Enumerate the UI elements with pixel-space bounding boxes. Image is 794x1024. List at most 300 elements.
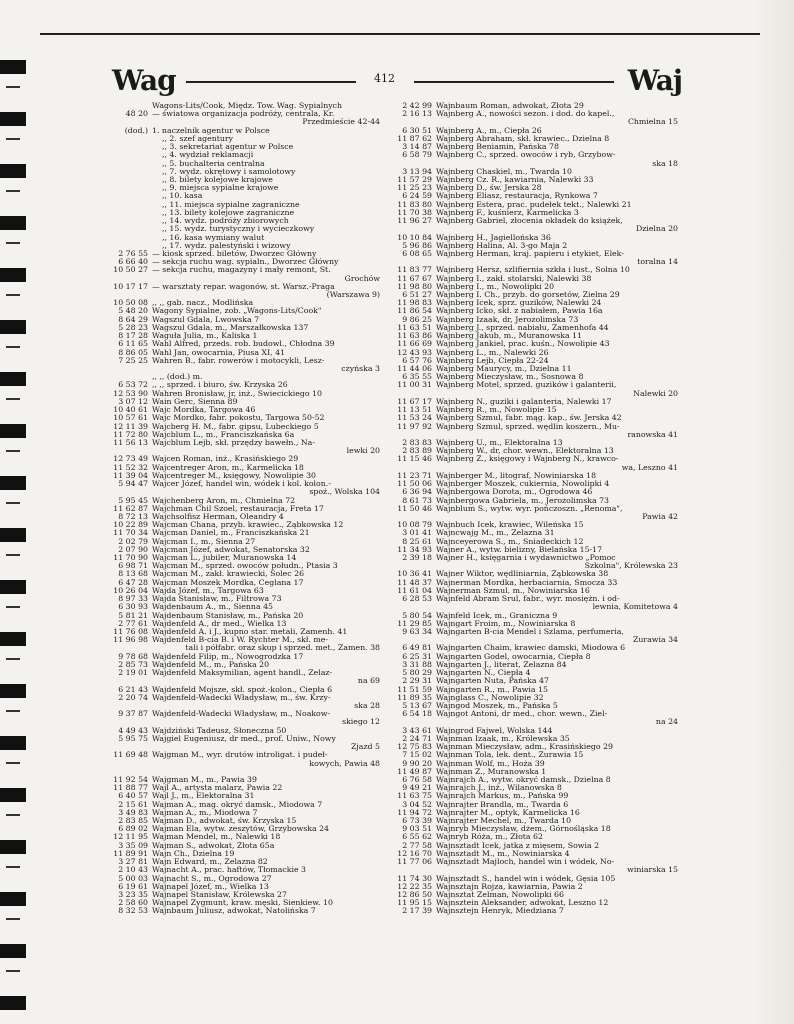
directory-entry: [104, 266, 380, 274]
phone-number: 11 70 90: [113, 554, 148, 563]
directory-entry: [104, 636, 380, 644]
phone-number: 12 86 50: [397, 891, 432, 899]
entry-text: Wajnerman Mordka, herbaciarnia, Smocza 33: [436, 578, 618, 587]
directory-entry: [388, 694, 678, 702]
directory-entry: [388, 381, 678, 389]
phone-number: 10 57 61: [113, 414, 148, 423]
directory-entry: [388, 603, 678, 611]
entry-text: Nalewki 20: [633, 389, 678, 398]
phone-number: 3 43 61: [402, 726, 432, 735]
directory-entry: [388, 102, 678, 110]
directory-entry: [388, 636, 678, 644]
directory-entry: [104, 447, 380, 455]
entry-text: ,, 7. wydz. okrętowy i samolotowy: [162, 167, 296, 176]
entry-text: Wajcentreger M., księgowy, Nowolipie 30: [152, 471, 316, 480]
phone-number: 10 36 41: [397, 570, 432, 579]
directory-entry: [388, 702, 678, 710]
entry-text: tali i półfabr. oraz skup i sprzed. met., Zamen. 38: [185, 644, 380, 653]
entry-text: Wajnsztadt M., m., Nowiniarska 4: [436, 849, 570, 858]
directory-entry: [104, 242, 380, 250]
entry-text: Wajdenbaum Stanisław, m., Pańska 20: [152, 611, 304, 620]
entry-text: Wajnberg Abraham, skł. krawiec., Dzielna 8: [436, 134, 610, 143]
directory-entry: [388, 184, 678, 192]
entry-text: Wagons-Lits/Cook, Międz. Tow. Wag. Sypialnych: [152, 102, 343, 110]
directory-entry: [388, 283, 678, 291]
phone-number: 12 11 39: [113, 422, 148, 431]
phone-number: 9 86 25: [402, 315, 432, 324]
entry-text: Wajnberg Lejb, Ciepła 22-24: [436, 356, 549, 365]
entry-text: Żurawia 34: [632, 636, 678, 645]
header-rule-left: [186, 81, 356, 83]
phone-number: 6 55 62: [402, 833, 432, 842]
entry-text: Wajnberg A., nowości sezon. i dod. do kapel.,: [436, 110, 615, 119]
directory-entry: [388, 899, 678, 907]
phone-number: 11 48 37: [397, 578, 432, 587]
directory-entry: [104, 381, 380, 389]
directory-entry: [104, 390, 380, 398]
entry-text: czyńska 3: [341, 365, 380, 373]
directory-entry: [104, 644, 380, 652]
entry-text: Wajda Stanisław, m., Filtrowa 73: [152, 595, 282, 604]
binding-mark: [0, 684, 26, 698]
phone-number: 6 57 76: [402, 356, 432, 365]
entry-text: Wahren B., fabr. rowerów i motocykli, Lesz-: [152, 356, 325, 365]
directory-entry: [104, 192, 380, 200]
directory-entry: [388, 349, 678, 357]
entry-text: Wajl A., artysta malarz, Pawia 22: [152, 784, 283, 793]
directory-entry: [104, 784, 380, 792]
directory-entry: [104, 332, 380, 340]
entry-text: Waguła Julia, m., Kaliska 1: [152, 332, 258, 341]
binding-edge: [0, 40, 30, 1024]
phone-number: 8 72 13: [118, 512, 148, 521]
entry-text: Wajnberger Moszek, cukiernia, Nowolipki 4: [436, 480, 610, 489]
entry-text: Wajcblum Lejb, skł. przędzy bawełn., Na-: [152, 438, 315, 447]
directory-entry: [104, 710, 380, 718]
phone-number: 11 66 69: [397, 340, 432, 349]
directory-entry: [104, 538, 380, 546]
phone-number: 8 86 05: [118, 348, 148, 357]
phone-number: 10 17 17: [113, 282, 148, 291]
entry-text: Wajnberg Cz. R., kawiarnia, Nalewki 33: [436, 175, 594, 184]
entry-text: Wajnberg Herman, kraj. papieru i etykiet, Elek-: [436, 249, 624, 258]
phone-number: 11 72 80: [113, 430, 148, 439]
binding-mark: [6, 814, 20, 816]
directory-entry: [388, 316, 678, 324]
phone-number: 3 13 94: [402, 167, 432, 176]
directory-entry: [388, 513, 678, 521]
directory-entry: [104, 628, 380, 636]
entry-text: Dzielna 20: [635, 225, 678, 234]
entry-text: Wajnberg H., Jagiellońska 36: [436, 233, 551, 242]
right-column: [388, 102, 678, 916]
entry-text: Wajnberger M., litograf, Nowiniarska 18: [436, 471, 597, 480]
phone-number: 2 29 31: [402, 677, 432, 686]
binding-mark: [0, 112, 26, 126]
phone-number: 3 27 81: [118, 858, 148, 867]
directory-entry: [104, 751, 380, 759]
directory-entry: [104, 612, 380, 620]
phone-number: 3 14 87: [402, 143, 432, 152]
directory-entry: [104, 151, 380, 159]
phone-number: 6 51 27: [402, 291, 432, 300]
directory-entry: [388, 850, 678, 858]
phone-number: 11 39 04: [113, 471, 148, 480]
entry-text: Wajnbuch Icek, krawiec, Wileńska 15: [436, 521, 584, 530]
entry-text: Wajgman M., wyr. drutów introligat. i pudeł-: [152, 751, 328, 760]
directory-entry: [104, 513, 380, 521]
directory-entry: [104, 110, 380, 118]
entry-text: ,, ,, (dod.) m.: [152, 373, 203, 382]
entry-text: Wajl J., m., Elektoralna 31: [152, 792, 255, 801]
phone-number: 3 49 83: [118, 808, 148, 817]
phone-number: 11 88 77: [113, 784, 148, 793]
entry-text: Wajnapel Zygmunt, kraw. męski, Sienkiew. 10: [152, 899, 333, 908]
directory-entry: [104, 234, 380, 242]
phone-number: 11 50 46: [397, 504, 432, 513]
directory-entry: [104, 201, 380, 209]
phone-number: 11 51 59: [397, 685, 432, 694]
binding-mark: [0, 372, 26, 386]
entry-text: Wajnfeld Abram Srul, fabr., wyr. mosiężn. i od-: [436, 595, 620, 604]
entry-text: Wajnberg Jakub, m., Muranowska 11: [436, 332, 583, 341]
phone-number: 8 13 68: [118, 570, 148, 579]
phone-number: 11 70 38: [397, 208, 432, 217]
directory-entry: [388, 669, 678, 677]
phone-number: 8 25 61: [402, 537, 432, 546]
phone-number: 12 16 70: [397, 849, 432, 858]
entry-text: Wajc Mordka, Targowa 46: [152, 406, 256, 415]
phone-number: 11 29 85: [397, 619, 432, 628]
entry-text: Wahl Jan, owocarnia, Piusa XI, 41: [152, 348, 286, 357]
entry-text: — sekcja ruchu wag. sypialn., Dworzec Główny: [152, 258, 339, 267]
entry-text: Wajnberg Estera, prac. pudełek tekt., Nalewki 21: [436, 200, 632, 209]
phone-number: 2 58 60: [118, 899, 148, 908]
entry-text: Wahl Alfred, przeds. rob. budowl., Chłodna 39: [152, 340, 335, 349]
entry-text: Wajnbergowa Dorota, m., Ogrodowa 46: [436, 488, 593, 497]
header-rule-right: [414, 81, 614, 83]
binding-mark: [0, 164, 26, 178]
directory-entry: [388, 579, 678, 587]
entry-text: Wajngarten Nuta, Pańska 47: [436, 677, 549, 686]
directory-entry: [104, 275, 380, 283]
entry-text: Wajnberg A., m., Ciepła 26: [436, 126, 542, 135]
entry-text: Wajcberg H. M., fabr. gipsu, Lubeckiego 5: [152, 422, 319, 431]
directory-entry: [104, 102, 380, 110]
entry-text: Wajnberg I., m., Nowolipki 20: [436, 282, 555, 291]
directory-entry: [104, 718, 380, 726]
phone-number: 11 57 29: [397, 175, 432, 184]
directory-entry: [388, 677, 678, 685]
phone-number: 11 67 67: [397, 274, 432, 283]
phone-number: 6 73 39: [402, 817, 432, 826]
entry-text: Wajnberg W., dr, chor. wewn., Elektoralna 13: [436, 447, 614, 456]
directory-entry: [104, 373, 380, 381]
directory-entry: [104, 307, 380, 315]
entry-text: Wajnberg Icek, sprz. guzików, Nalewki 24: [436, 299, 602, 308]
entry-text: ranowska 41: [627, 430, 678, 439]
directory-entry: [104, 595, 380, 603]
directory-entry: [388, 118, 678, 126]
directory-entry: [104, 768, 380, 776]
directory-entry: [104, 455, 380, 463]
entry-text: Wajnsztadt Icek, jatka z mięsem, Sowia 2: [436, 841, 600, 850]
phone-number: 9 49 21: [402, 784, 432, 793]
binding-mark: [0, 528, 26, 542]
phone-number: 8 32 53: [118, 907, 148, 916]
directory-entry: [388, 546, 678, 554]
directory-entry: [104, 702, 380, 710]
phone-number: 6 24 59: [402, 192, 432, 201]
entry-text: Wajnberg Motel, sprzed. guzików i galanterii,: [436, 381, 617, 390]
entry-text: Wajchenberg Aron, m., Chmielna 72: [152, 496, 296, 505]
directory-entry: [388, 809, 678, 817]
entry-text: ,, 17. wydz. palestyński i wizowy: [162, 241, 291, 250]
directory-entry: [388, 718, 678, 726]
entry-text: Wajnberg U., m., Elektoralna 13: [436, 438, 563, 447]
phone-number: 2 42 99: [402, 102, 432, 110]
directory-entry: [104, 431, 380, 439]
directory-entry: [388, 875, 678, 883]
binding-mark: [6, 190, 20, 192]
directory-entry: [388, 653, 678, 661]
entry-text: Wajcman Chana, przyb. krawiec., Ząbkowska 12: [152, 521, 344, 530]
directory-entry: [104, 727, 380, 735]
directory-entry: [388, 439, 678, 447]
binding-mark: [6, 138, 20, 140]
directory-entry: [388, 644, 678, 652]
entry-text: Wajcman Moszek Mordka, Ceglana 17: [152, 578, 304, 587]
entry-text: Wajnapel Józef, m., Wielka 13: [152, 882, 269, 891]
entry-text: na 69: [357, 677, 380, 686]
directory-entry: [388, 324, 678, 332]
page-edge: [754, 0, 794, 1024]
phone-number: 2 39 18: [402, 554, 432, 563]
phone-number: 2 15 61: [118, 800, 148, 809]
directory-entry: [104, 283, 380, 291]
directory-entry: [388, 538, 678, 546]
phone-number: 12 73 49: [113, 455, 148, 464]
entry-text: ,, ,, sprzed. i biuro, św. Krzyska 26: [152, 381, 288, 390]
entry-text: Wajnman Tola, lek. dent., Żurawia 15: [436, 751, 584, 760]
phone-number: 2 83 89: [402, 447, 432, 456]
phone-number: 6 25 31: [402, 652, 432, 661]
entry-text: Wajnberg Szmul, fabr. mąg. kap., św. Jerska 42: [436, 414, 622, 423]
phone-number: 11 70 34: [113, 529, 148, 538]
directory-entry: [104, 184, 380, 192]
directory-entry: [104, 653, 380, 661]
directory-entry: [104, 250, 380, 258]
entry-text: Wajngarten Godel, owocarnia, Ciepła 8: [436, 652, 591, 661]
phone-number: 11 63 75: [397, 792, 432, 801]
phone-number: 12 22 35: [397, 882, 432, 891]
binding-mark: [0, 424, 26, 438]
entry-text: Wajnrajch Markus, m., Pańska 99: [436, 792, 569, 801]
phone-number: 11 95 15: [397, 899, 432, 908]
phone-number: 11 15 46: [397, 455, 432, 464]
phone-number: 48 20: [125, 110, 148, 119]
directory-entry: [388, 817, 678, 825]
phone-number: 11 52 32: [113, 463, 148, 472]
entry-text: ,, 8. bilety kolejowe krajowe: [162, 175, 273, 184]
entry-text: Wajnfeld Icek, m., Graniczna 9: [436, 611, 558, 620]
phone-number: 5 81 21: [118, 611, 148, 620]
directory-entry: [104, 562, 380, 570]
entry-text: Wajnrajch A., wytw. okryć damsk., Dzielna 8: [436, 775, 611, 784]
binding-mark: [0, 216, 26, 230]
directory-entry: [104, 505, 380, 513]
phone-number: 10 10 84: [397, 233, 432, 242]
directory-entry: [104, 825, 380, 833]
directory-entry: [104, 570, 380, 578]
phone-number: 6 47 28: [118, 578, 148, 587]
directory-entry: [104, 406, 380, 414]
entry-text: Wajnberg Mieczysław, m., Sosnowa 8: [436, 373, 584, 382]
entry-text: Wajgman M., m., Pawia 39: [152, 775, 257, 784]
directory-entry: [104, 143, 380, 151]
directory-entry: [104, 472, 380, 480]
entry-text: Wajnberg C., sprzed. owoców i ryb, Grzybow-: [436, 151, 616, 160]
phone-number: 11 97 92: [397, 422, 432, 431]
entry-text: Wajner H., księgarnia i wydawnictwo „Pomoc: [436, 554, 616, 563]
phone-number: 9 63 34: [402, 628, 432, 636]
phone-number: 2 17 39: [402, 907, 432, 916]
phone-number: 11 25 23: [397, 184, 432, 193]
directory-entry: [388, 373, 678, 381]
phone-number: 11 44 06: [397, 365, 432, 373]
directory-entry: [388, 192, 678, 200]
entry-text: Wagony Sypialne, zob. „Wagons-Lits/Cook": [152, 307, 322, 316]
directory-entry: [388, 505, 678, 513]
entry-text: Wajnberg Szmul, sprzed. wędlin koszern., Mu-: [436, 422, 620, 431]
binding-mark: [0, 476, 26, 490]
entry-text: Wajdenfeld-Wadecki Władysław, m., Noakow-: [152, 710, 331, 719]
phone-number: 10 08 79: [397, 521, 432, 530]
directory-entry: [388, 242, 678, 250]
directory-entry: [388, 710, 678, 718]
phone-number: 6 28 53: [402, 595, 432, 604]
phone-number: 11 63 51: [397, 323, 432, 332]
directory-entry: [388, 751, 678, 759]
entry-text: Wajcer Józef, handel win, wódek i kol. kolon.-: [152, 480, 331, 489]
binding-mark: [0, 996, 26, 1010]
directory-entry: [388, 225, 678, 233]
entry-text: ,, 3. sekretariat agentur w Polsce: [162, 143, 294, 152]
phone-number: 11 49 87: [397, 767, 432, 776]
directory-entry: [104, 365, 380, 373]
entry-text: Wajnbergowa Gabriela, m., Jerozolimska 73: [436, 496, 609, 505]
directory-entry: [104, 661, 380, 669]
entry-text: Wajnsztajn Rojza, kawiarnia, Pawia 2: [436, 882, 583, 891]
binding-mark: [6, 294, 20, 296]
entry-text: Wajnberg J., sprzed. nabiału, Zamenhofa 44: [436, 323, 609, 332]
phone-number: 2 77 58: [402, 841, 432, 850]
binding-mark: [0, 60, 26, 74]
phone-number: 2 16 13: [402, 110, 432, 119]
directory-entry: [388, 201, 678, 209]
entry-text: Wajcman L., jubiler, Muranowska 14: [152, 554, 297, 563]
entry-text: Wajnberg F., kuśnierz, Karmelicka 3: [436, 208, 579, 217]
phone-number: 11 61 04: [397, 586, 432, 595]
phone-number: (dod.): [124, 126, 148, 135]
binding-mark: [6, 346, 20, 348]
directory-entry: [104, 423, 380, 431]
entry-text: Wajnryb Róża, m., Złota 62: [436, 833, 543, 842]
binding-mark: [6, 606, 20, 608]
directory-entry: [104, 760, 380, 768]
entry-text: Wajnman Z., Muranowska 1: [436, 767, 547, 776]
binding-mark: [6, 86, 20, 88]
binding-mark: [6, 970, 20, 972]
entry-text: ,, 11. miejsca sypialne zagraniczne: [162, 200, 300, 209]
phone-number: 6 66 40: [118, 258, 148, 267]
directory-entry: [388, 398, 678, 406]
entry-text: Wajnblum S., wytw. wyr. pończoszn. „Renoma",: [436, 504, 623, 513]
entry-text: Wajchman Chil Szoel, restauracja, Freta 17: [152, 504, 324, 513]
directory-entry: [104, 217, 380, 225]
entry-text: Wajnman Wolf, m., Hoża 39: [436, 759, 545, 768]
directory-entry: [388, 299, 678, 307]
directory-entry: [388, 776, 678, 784]
directory-entry: [388, 529, 678, 537]
phone-number: 11 69 48: [113, 751, 148, 760]
phone-number: 11 62 87: [113, 504, 148, 513]
entry-text: ,, 16. kasa wymiany walut: [162, 233, 265, 242]
directory-entry: [388, 858, 678, 866]
phone-number: 9 90 20: [402, 759, 432, 768]
directory-entry: [388, 447, 678, 455]
phone-number: 11 23 71: [397, 471, 432, 480]
entry-text: Wajnryb Mieczysław, dżem., Górnośląska 18: [436, 825, 611, 834]
entry-text: Wajman A., mag. okryć damsk., Miodowa 7: [152, 800, 323, 809]
phone-number: 6 76 58: [402, 775, 432, 784]
entry-text: Wajnberg Halina, Al. 3-go Maja 2: [436, 241, 568, 250]
entry-text: Wajnberg R., m., Nowolipie 15: [436, 406, 557, 415]
directory-entry: [388, 307, 678, 315]
entry-text: Wajc Mordko, fabr. pokostu, Targowa 50-52: [152, 414, 325, 423]
entry-text: Wajnsztein Aleksander, adwokat, Leszno 12: [436, 899, 609, 908]
entry-text: Wajn Ch., Dzielna 19: [152, 849, 235, 858]
left-column: [104, 102, 380, 916]
phone-number: 10 50 27: [113, 266, 148, 275]
entry-text: Wajnacht A., prac. haftów, Tłomackie 3: [152, 866, 307, 875]
phone-number: 3 07 12: [118, 397, 148, 406]
directory-entry: [388, 110, 678, 118]
phone-number: 6 08 65: [402, 249, 432, 258]
entry-text: Wajdenfeld Filip, m., Nowogrodzka 17: [152, 652, 304, 661]
entry-text: Wajngarten N., Ciepła 4: [436, 669, 531, 678]
entry-text: Wajngarten J., literat, Żelazna 84: [436, 660, 567, 669]
directory-entry: [104, 587, 380, 595]
page-header: [112, 64, 682, 98]
entry-text: Wajnrajter Brandla, m., Twarda 6: [436, 800, 569, 809]
directory-entry: [388, 612, 678, 620]
entry-text: ,, 10. kasa: [162, 192, 203, 201]
directory-entry: [104, 677, 380, 685]
entry-text: — kiosk sprzed. biletów, Dworzec Główny: [152, 249, 317, 258]
phone-number: 7 15 02: [402, 751, 432, 760]
phone-number: 11 98 83: [397, 299, 432, 308]
entry-text: ,, 14. wydz. podróży zbiorowych: [162, 217, 289, 226]
directory-entry: [104, 521, 380, 529]
phone-number: 11 94 72: [397, 808, 432, 817]
entry-text: ,, 13. bilety kolejowe zagraniczne: [162, 208, 295, 217]
phone-number: 12 75 83: [397, 743, 432, 752]
phone-number: 5 00 03: [118, 874, 148, 883]
directory-entry: [388, 907, 678, 915]
directory-entry: [388, 127, 678, 135]
directory-entry: [104, 488, 380, 496]
